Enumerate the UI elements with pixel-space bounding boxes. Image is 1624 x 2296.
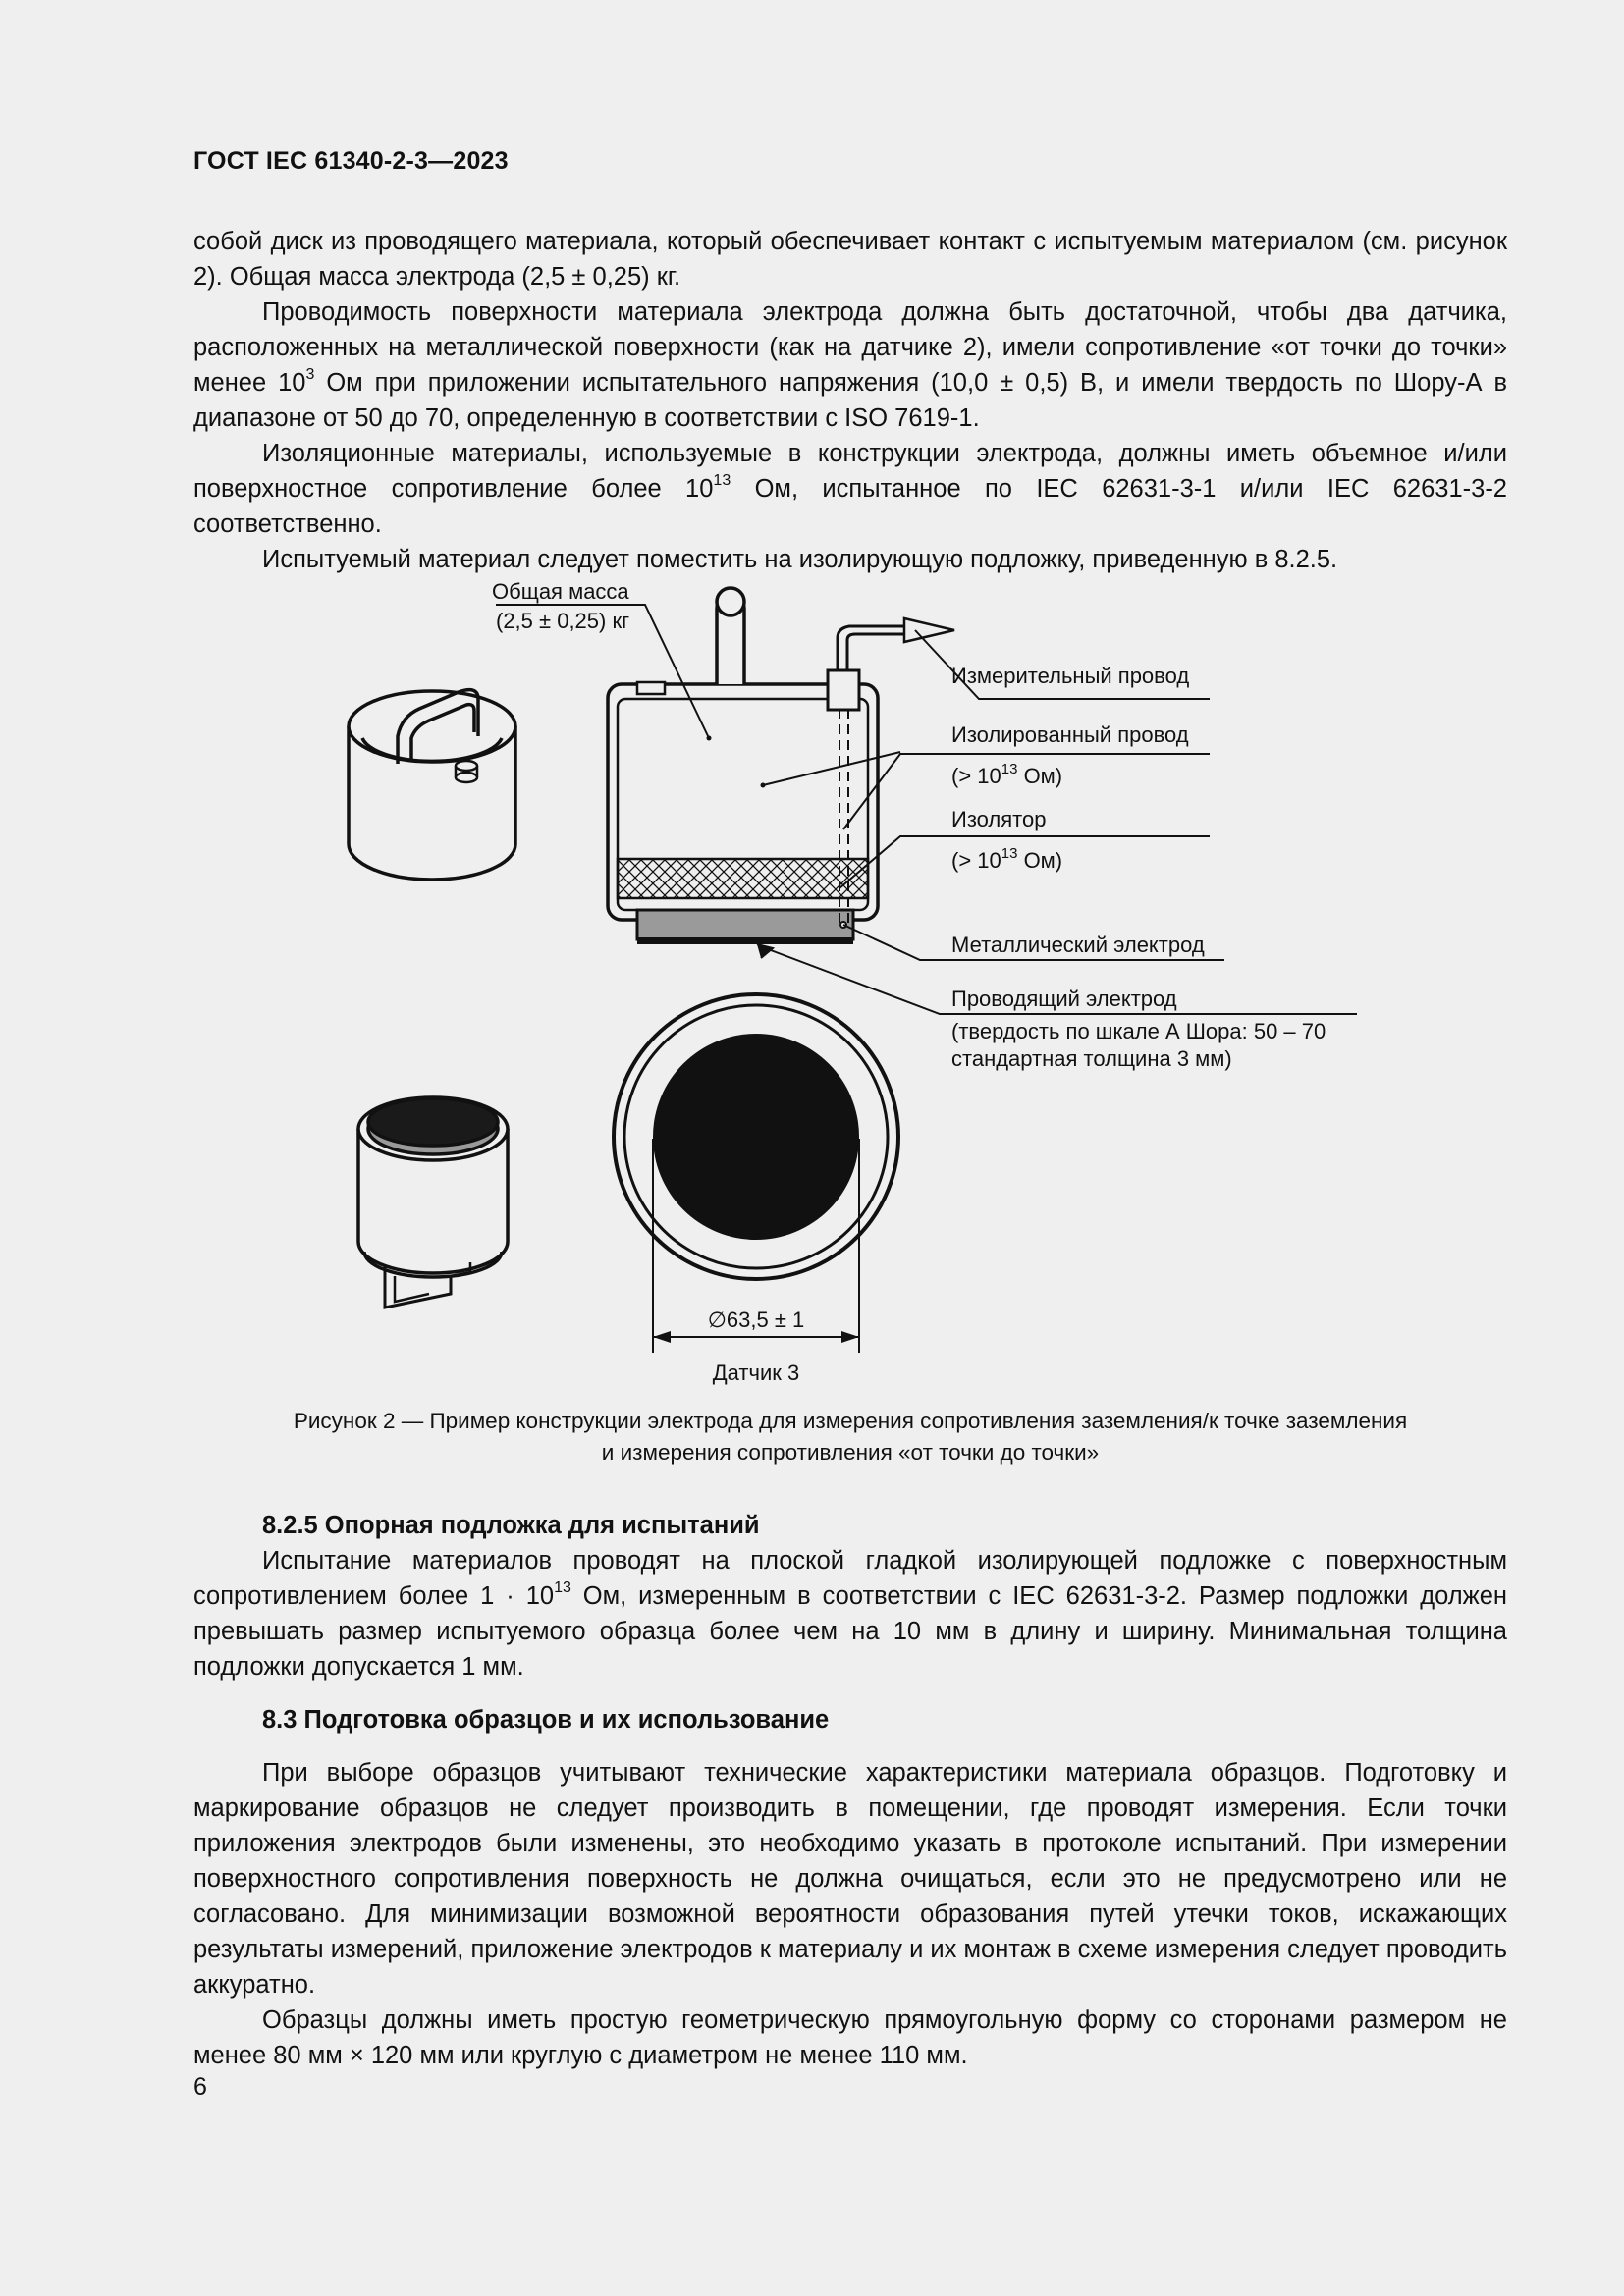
- label-insulated-wire-resistance: [951, 761, 1062, 788]
- sections-text: [193, 1508, 1507, 2073]
- label-hardness: (твердость по шкале А Шора: 50 – 70: [951, 1019, 1326, 1043]
- label-measuring-wire: Измерительный провод: [951, 664, 1190, 688]
- exponent: 3: [305, 365, 315, 383]
- section-825-text-b: Ом, измеренным в соответствии с IEC 62631-3-2. Размер подложки должен превышать размер испытуемого образца более чем на 10 мм в длину и ширину. Минимальная толщина подложки допускается 1 мм.: [193, 1582, 1507, 1681]
- paragraph-continuation: собой диск из проводящего материала, который обеспечивает контакт с испытуемым материалом (см. рисунок 2). Общая масса электрода (2,5 ± 0,25) кг.: [193, 228, 1507, 291]
- label-ohm: Ом): [1017, 848, 1063, 873]
- label-conductive-electrode: Проводящий электрод: [951, 987, 1177, 1011]
- conductivity-text-a: Проводимость поверхности материала электрода должна быть достаточной, чтобы два датчика, расположенных на металлической поверхности (как на датчике 2), имели сопротивление «от точки до точки» менее 10: [193, 298, 1507, 397]
- caption-line-1: Рисунок 2 — Пример конструкции электрода для измерения сопротивления заземления/к точке заземления: [293, 1409, 1408, 1433]
- section-825-paragraph: [193, 1543, 1507, 1684]
- caption-line-2: и измерения сопротивления «от точки до точки»: [601, 1440, 1100, 1465]
- section-825-heading: 8.2.5 Опорная подложка для испытаний: [262, 1512, 760, 1539]
- exponent: 13: [713, 471, 731, 489]
- figure-caption: [193, 1406, 1507, 1468]
- sensor-bottom-view: [614, 994, 898, 1353]
- label-mass: Общая масса: [492, 579, 629, 604]
- electrode-isometric-top: [349, 690, 515, 880]
- label-exponent: 13: [1001, 845, 1018, 862]
- section-83-paragraph-2: Образцы должны иметь простую геометрическую прямоугольную форму со сторонами размером не менее 80 мм × 120 мм или круглую с диаметром не менее 110 мм.: [193, 2006, 1507, 2069]
- electrode-cross-section: [608, 587, 954, 944]
- electrode-isometric-bottom: [358, 1097, 508, 1308]
- section-83-paragraph-1: При выборе образцов учитывают технические характеристики материала образцов. Подготовку и маркирование образцов не следует производить в помещении, где проводят измерения. Если точки приложения электродов были изменены, это необходимо указать в протоколе испытаний. При измерении поверхностного сопротивления поверхность не должна очищаться, если это не предусмотрено или не согласовано. Для минимизации возможной вероятности образования путей утечки токов, искажающих результаты измерений, приложение электродов к материалу и их монтаж в схеме измерения следует проводить аккуратно.: [193, 1759, 1507, 1999]
- label-insulated-wire: Изолированный провод: [951, 722, 1189, 747]
- label-sensor: Датчик 3: [712, 1361, 800, 1385]
- label-ohm: Ом): [1017, 764, 1063, 788]
- document-code: ГОСТ IEC 61340-2-3—2023: [193, 147, 509, 175]
- label-mass-value: (2,5 ± 0,25) кг: [496, 609, 630, 633]
- conductivity-text-b: Ом при приложении испытательного напряжения (10,0 ± 0,5) В, и имели твердость по Шору-А в диапазоне от 50 до 70, определенную в соответствии с ISO 7619-1.: [193, 369, 1507, 432]
- label-diameter: ∅63,5 ± 1: [707, 1308, 805, 1332]
- insulation-text-b: Ом, испытанное по IEC 62631-3-1 и/или IEC 62631-3-2 соответственно.: [193, 475, 1507, 538]
- paragraph-substrate: Испытуемый материал следует поместить на изолирующую подложку, приведенную в 8.2.5.: [262, 546, 1338, 573]
- label-exponent: 13: [1001, 761, 1018, 777]
- page-number: 6: [193, 2073, 207, 2101]
- exponent: 13: [554, 1578, 571, 1596]
- section-83-heading: 8.3 Подготовка образцов и их использование: [262, 1706, 830, 1734]
- label-insulator: Изолятор: [951, 807, 1047, 831]
- section-825-text-a: Испытание материалов проводят на плоской гладкой изолирующей подложке с поверхностным сопротивлением более 1 · 10: [193, 1547, 1507, 1610]
- label-gt: (> 10: [951, 764, 1001, 788]
- label-metal-electrode: Металлический электрод: [951, 933, 1205, 957]
- label-insulator-resistance: [951, 845, 1062, 873]
- label-thickness: стандартная толщина 3 мм): [951, 1046, 1232, 1071]
- electrode-figure: [193, 0, 1507, 1404]
- insulation-text-a: Изоляционные материалы, используемые в конструкции электрода, должны иметь объемное и/или поверхностное сопротивление более 10: [193, 440, 1507, 503]
- label-gt: (> 10: [951, 848, 1001, 873]
